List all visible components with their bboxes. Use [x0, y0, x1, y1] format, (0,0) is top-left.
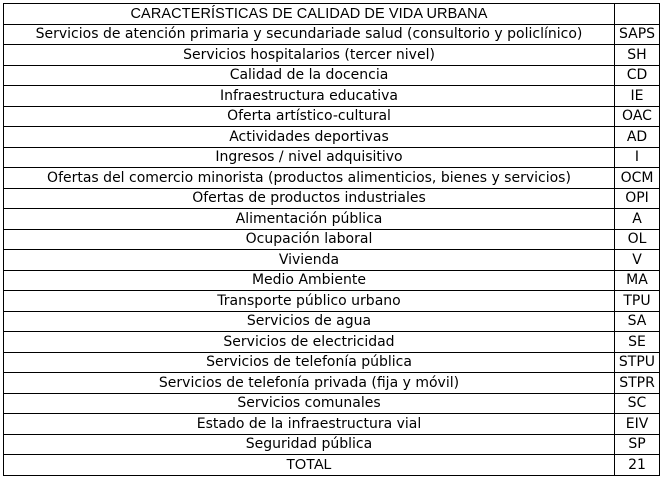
characteristic-code: I: [615, 147, 660, 168]
characteristic-code: SC: [615, 393, 660, 414]
table-title: CARACTERÍSTICAS DE CALIDAD DE VIDA URBANA: [4, 4, 615, 25]
characteristic-code: SAPS: [615, 24, 660, 45]
table-row: [4, 270, 660, 291]
characteristic-code: SE: [615, 332, 660, 353]
table-row: [4, 45, 660, 66]
table-row: [4, 373, 660, 394]
characteristic-name: Servicios de agua: [4, 311, 615, 332]
characteristic-code: CD: [615, 65, 660, 86]
characteristic-code: IE: [615, 86, 660, 107]
table-row: [4, 86, 660, 107]
table-row: [4, 24, 660, 45]
total-value: 21: [615, 455, 660, 476]
table-row: [4, 147, 660, 168]
characteristic-name: Actividades deportivas: [4, 127, 615, 148]
characteristic-code: OAC: [615, 106, 660, 127]
table-row: [4, 127, 660, 148]
characteristic-code: OL: [615, 229, 660, 250]
characteristic-name: Servicios de electricidad: [4, 332, 615, 353]
characteristic-name: Ofertas del comercio minorista (productos alimenticios, bienes y servicios): [4, 168, 615, 189]
characteristic-code: SH: [615, 45, 660, 66]
characteristic-name: Vivienda: [4, 250, 615, 271]
characteristic-code: V: [615, 250, 660, 271]
table-row: [4, 188, 660, 209]
characteristic-name: Servicios hospitalarios (tercer nivel): [4, 45, 615, 66]
table-row: [4, 250, 660, 271]
table-row: [4, 332, 660, 353]
table-row: [4, 229, 660, 250]
characteristic-code: TPU: [615, 291, 660, 312]
table-row: [4, 434, 660, 455]
characteristic-name: Oferta artístico-cultural: [4, 106, 615, 127]
characteristic-code: SP: [615, 434, 660, 455]
characteristic-name: Transporte público urbano: [4, 291, 615, 312]
table-row: [4, 414, 660, 435]
characteristic-code: OCM: [615, 168, 660, 189]
characteristic-code: EIV: [615, 414, 660, 435]
table-row: [4, 168, 660, 189]
table-total-row: [4, 455, 660, 476]
characteristic-name: Alimentación pública: [4, 209, 615, 230]
table-row: [4, 393, 660, 414]
table-row: [4, 65, 660, 86]
characteristic-name: Ocupación laboral: [4, 229, 615, 250]
total-label: TOTAL: [4, 455, 615, 476]
characteristic-name: Medio Ambiente: [4, 270, 615, 291]
characteristic-name: Estado de la infraestructura vial: [4, 414, 615, 435]
characteristic-name: Ingresos / nivel adquisitivo: [4, 147, 615, 168]
characteristic-code: SA: [615, 311, 660, 332]
characteristic-name: Seguridad pública: [4, 434, 615, 455]
table-header-row: [4, 4, 660, 25]
table-row: [4, 209, 660, 230]
characteristic-code: STPU: [615, 352, 660, 373]
characteristic-name: Ofertas de productos industriales: [4, 188, 615, 209]
characteristic-name: Servicios de atención primaria y secundariade salud (consultorio y policlínico): [4, 24, 615, 45]
quality-of-life-table: [3, 3, 660, 476]
table-row: [4, 352, 660, 373]
table-row: [4, 311, 660, 332]
characteristic-name: Servicios de telefonía pública: [4, 352, 615, 373]
characteristic-name: Servicios de telefonía privada (fija y móvil): [4, 373, 615, 394]
characteristic-code: AD: [615, 127, 660, 148]
table-body: [4, 24, 660, 455]
characteristic-name: Servicios comunales: [4, 393, 615, 414]
characteristic-code: OPI: [615, 188, 660, 209]
characteristic-name: Infraestructura educativa: [4, 86, 615, 107]
characteristic-code: MA: [615, 270, 660, 291]
characteristic-code: STPR: [615, 373, 660, 394]
table-row: [4, 106, 660, 127]
table-row: [4, 291, 660, 312]
table-title-code-cell: [615, 4, 660, 25]
characteristic-name: Calidad de la docencia: [4, 65, 615, 86]
characteristic-code: A: [615, 209, 660, 230]
